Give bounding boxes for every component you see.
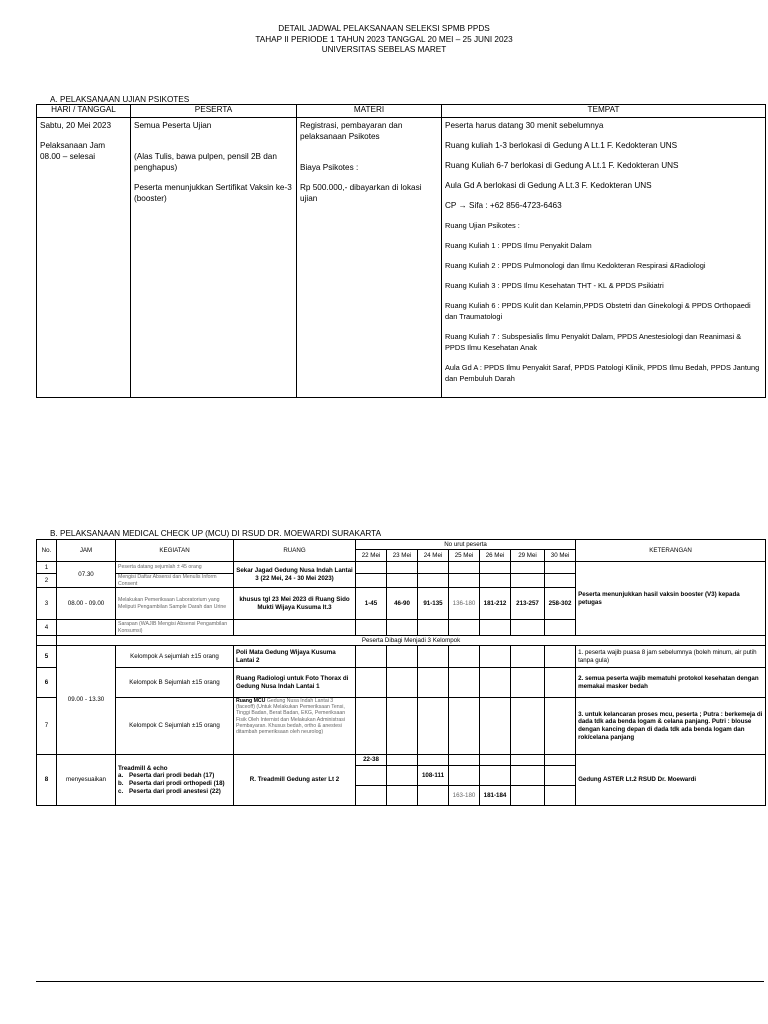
group-divider: Peserta Dibagi Menjadi 3 Kelompok <box>57 636 766 646</box>
row-jam: 07.30 <box>57 562 116 588</box>
col-date-23: 23 Mei <box>387 550 418 562</box>
row-keterangan: 3. untuk kelancaran proses mcu, peserta ; Putra : berkemeja di dada tdk ada benda logam & celana panjang. Putri : blouse dengan kancing depan di dada tdk ada benda logam dan rok/celana panjang <box>576 698 766 755</box>
psikotes-header-row <box>37 105 766 118</box>
section-b-title: B. PELAKSANAAN MEDICAL CHECK UP (MCU) DI RSUD DR. MOEWARDI SURAKARTA <box>50 529 382 538</box>
psikotes-table <box>36 104 766 398</box>
col-ruang: RUANG <box>234 540 356 562</box>
count-cell <box>356 766 387 786</box>
col-date-24: 24 Mei <box>418 550 449 562</box>
header-line-2: TAHAP II PERIODE 1 TAHUN 2023 TANGGAL 20 MEI – 25 JUNI 2023 <box>255 34 513 44</box>
count-cell <box>545 646 576 668</box>
count-26: 181-212 <box>480 588 511 620</box>
tempat-rk2: Ruang Kuliah 2 : PPDS Pulmonologi dan Ilmu Kedokteran Respirasi &Radiologi <box>445 261 706 270</box>
tempat-2: Ruang Kuliah 6-7 berlokasi di Gedung A Lt.1 F. Kedokteran UNS <box>445 161 679 170</box>
col-no: No. <box>37 540 57 562</box>
row-kegiatan: Melakukan Pemeriksaan Laboratorium yang Meliputi Pengambilan Sample Darah dan Urine <box>116 588 234 620</box>
header-line-1: DETAIL JADWAL PELAKSANAAN SELEKSI SPMB PPDS <box>278 24 490 33</box>
col-hari: HARI / TANGGAL <box>37 105 131 118</box>
count-cell <box>449 646 480 668</box>
count-cell <box>545 562 576 574</box>
count-cell <box>511 620 545 636</box>
count-cell <box>356 646 387 668</box>
row-kegiatan: Kelompok C Sejumlah ±15 orang <box>116 698 234 755</box>
item-text: Peserta dari prodi anestesi (22) <box>129 787 221 795</box>
row-ruang: Sekar Jagad Gedung Nusa Indah Lantai 3 (22 Mei, 24 - 30 Mei 2023) <box>234 562 356 588</box>
count-cell <box>545 698 576 755</box>
cell-peserta <box>131 118 297 398</box>
row-no: 4 <box>37 620 57 636</box>
row-no: 3 <box>37 588 57 620</box>
count-cell <box>387 562 418 574</box>
count-cell <box>480 620 511 636</box>
row-no: 5 <box>37 646 57 668</box>
count-cell <box>480 562 511 574</box>
count-cell <box>449 574 480 588</box>
count-cell <box>545 620 576 636</box>
count-cell <box>449 562 480 574</box>
count-cell <box>356 668 387 698</box>
col-date-29: 29 Mei <box>511 550 545 562</box>
table-row <box>37 698 766 755</box>
treadmill-item-b <box>118 780 231 788</box>
col-kegiatan: KEGIATAN <box>116 540 234 562</box>
item-text: Peserta dari prodi orthopedi (18) <box>129 780 225 787</box>
arrow-right-icon: → <box>458 201 467 210</box>
col-peserta: PESERTA <box>131 105 297 118</box>
count-cell <box>449 620 480 636</box>
count-cell <box>480 766 511 786</box>
count-cell <box>418 786 449 806</box>
row-jam: 08.00 - 09.00 <box>57 588 116 620</box>
count-cell <box>511 755 545 766</box>
count-cell <box>545 766 576 786</box>
count-cell <box>387 786 418 806</box>
row-kegiatan: Kelompok A sejumlah ±15 orang <box>116 646 234 668</box>
row-ruang: Ruang Radiologi untuk Foto Thorax di Gedung Nusa Indah Lantai 1 <box>234 668 356 698</box>
item-text: Peserta dari prodi bedah (17) <box>129 772 215 780</box>
count-cell <box>449 668 480 698</box>
count-cell <box>545 668 576 698</box>
ruang-mcu-detail: Gedung Nusa Indah Lantai 3 (faceoff) (Untuk Melakukan Pemeriksaan Tensi, Tinggi Badan, Berat Badan, EKG, Pemeriksaan Fisik Oleh Internist dan Melakukan Administrasi Pembayaran. Khusus bedah, ortho & anestesi ditambah pemeriksaan oleh neurolog) <box>236 698 346 736</box>
peserta-vaksin: Peserta menunjukkan Sertifikat Vaksin ke-3 (booster) <box>134 183 292 203</box>
row-ruang-empty <box>234 620 356 636</box>
materi-biaya: Rp 500.000,- dibayarkan di lokasi ujian <box>300 183 422 203</box>
count-cell <box>449 698 480 755</box>
row-kegiatan: Mengisi Daftar Absensi dan Menulis Inform Consent <box>116 574 234 588</box>
cell-hari <box>37 118 131 398</box>
cell-materi <box>297 118 442 398</box>
row-jam-empty <box>57 620 116 636</box>
count-cell <box>449 766 480 786</box>
tempat-aula: Aula Gd A : PPDS Ilmu Penyakit Saraf, PPDS Patologi Klinik, PPDS Ilmu Bedah, PPDS Jantung dan Pembuluh Darah <box>445 363 760 383</box>
count-25: 136-180 <box>449 588 480 620</box>
count-23: 46-90 <box>387 588 418 620</box>
ruang-mcu-label: Ruang MCU <box>236 698 266 704</box>
mcu-header-row-1 <box>37 540 766 550</box>
count-cell <box>511 562 545 574</box>
col-keterangan: KETERANGAN <box>576 540 766 562</box>
count-24: 91-135 <box>418 588 449 620</box>
tempat-ruang-ujian: Ruang Ujian Psikotes : <box>445 221 520 230</box>
count-cell <box>387 698 418 755</box>
count-cell <box>387 620 418 636</box>
item-label: a. <box>118 772 124 780</box>
peserta-semua: Semua Peserta Ujian <box>134 121 212 130</box>
tempat-cp <box>445 200 762 211</box>
row-kegiatan: Kelompok B Sejumlah ±15 orang <box>116 668 234 698</box>
col-date-25: 25 Mei <box>449 550 480 562</box>
count-cell <box>480 698 511 755</box>
row-kegiatan: Peserta datang sejumlah ± 45 orang <box>116 562 234 574</box>
peserta-alas-tulis: (Alas Tulis, bawa pulpen, pensil 2B dan penghapus) <box>134 152 277 172</box>
row-no: 7 <box>37 698 57 755</box>
row-jam: menyesuaikan <box>57 755 116 806</box>
count-cell <box>387 755 418 766</box>
row-no: 2 <box>37 574 57 588</box>
row-ruang: R. Treadmill Gedung aster Lt 2 <box>234 755 356 806</box>
count-cell <box>387 574 418 588</box>
count-cell <box>480 574 511 588</box>
psikotes-row <box>37 118 766 398</box>
count-cell <box>418 668 449 698</box>
row-kegiatan <box>116 755 234 806</box>
count-cell <box>511 668 545 698</box>
row-keterangan: 1. peserta wajib puasa 8 jam sebelumnya (boleh minum, air putih tanpa gula) <box>576 646 766 668</box>
count-cell <box>387 668 418 698</box>
count-cell <box>418 698 449 755</box>
row-keterangan: Gedung ASTER Lt.2 RSUD Dr. Moewardi <box>576 755 766 806</box>
col-no-urut: No urut peserta <box>356 540 576 550</box>
count-29: 213-257 <box>511 588 545 620</box>
table-row <box>37 755 766 766</box>
count-cell <box>449 755 480 766</box>
treadmill-item-c <box>118 788 231 796</box>
count-cell <box>418 646 449 668</box>
col-date-30: 30 Mei <box>545 550 576 562</box>
col-tempat: TEMPAT <box>442 105 766 118</box>
table-row <box>37 646 766 668</box>
cp-contact: Sifa : +62 856-4723-6463 <box>468 201 562 210</box>
col-jam: JAM <box>57 540 116 562</box>
col-materi: MATERI <box>297 105 442 118</box>
count-cell <box>545 755 576 766</box>
count-cell <box>387 766 418 786</box>
tempat-rk3: Ruang Kuliah 3 : PPDS Ilmu Kesehatan THT - KL & PPDS Psikiatri <box>445 281 664 290</box>
row-ruang: khusus tgl 23 Mei 2023 di Ruang Sido Mukti Wijaya Kusuma lt.3 <box>234 588 356 620</box>
section-a-title: A. PELAKSANAAN UJIAN PSIKOTES <box>50 95 190 104</box>
count-cell <box>511 786 545 806</box>
count-22: 22-38 <box>356 755 387 766</box>
materi-registrasi: Registrasi, pembayaran dan pelaksanaan Psikotes <box>300 121 403 141</box>
col-date-26: 26 Mei <box>480 550 511 562</box>
count-22: 1-45 <box>356 588 387 620</box>
row-keterangan: Peserta menunjukkan hasil vaksin booster (V3) kepada petugas <box>576 562 766 636</box>
count-30: 258-302 <box>545 588 576 620</box>
count-cell <box>356 620 387 636</box>
count-cell <box>387 646 418 668</box>
row-keterangan: 2. semua peserta wajib mematuhi protokol kesehatan dengan memakai masker bedah <box>576 668 766 698</box>
col-date-22: 22 Mei <box>356 550 387 562</box>
group-divider-row <box>37 636 766 646</box>
materi-biaya-label: Biaya Psikotes : <box>300 163 359 172</box>
count-cell <box>356 786 387 806</box>
row-no: 8 <box>37 755 57 806</box>
header-line-3: UNIVERSITAS SEBELAS MARET <box>321 45 447 54</box>
count-25: 163-180 <box>449 786 480 806</box>
count-cell <box>418 562 449 574</box>
count-cell <box>356 562 387 574</box>
item-label: b. <box>118 780 124 787</box>
row-ruang: Poli Mata Gedung Wijaya Kusuma Lantai 2 <box>234 646 356 668</box>
row-ruang <box>234 698 356 755</box>
table-row <box>37 562 766 574</box>
count-cell <box>418 620 449 636</box>
count-24: 108-111 <box>418 766 449 786</box>
tempat-3: Aula Gd A berlokasi di Gedung A Lt.3 F. Kedokteran UNS <box>445 181 652 190</box>
cell-tempat <box>442 118 766 398</box>
count-cell <box>356 574 387 588</box>
item-label: c. <box>118 787 124 795</box>
divider-cell <box>37 636 57 646</box>
pelaksanaan-jam: Pelaksanaan Jam 08.00 – selesai <box>40 141 106 161</box>
count-cell <box>418 755 449 766</box>
tempat-rk1: Ruang Kuliah 1 : PPDS Ilmu Penyakit Dalam <box>445 241 592 250</box>
count-cell <box>480 755 511 766</box>
tempat-rk6: Ruang Kuliah 6 : PPDS Kulit dan Kelamin,PPDS Obstetri dan Ginekologi & PPDS Orthopaedi dan Traumatologi <box>445 301 751 321</box>
count-cell <box>480 668 511 698</box>
count-cell <box>511 766 545 786</box>
treadmill-item-a <box>118 772 231 780</box>
count-cell <box>511 646 545 668</box>
row-jam: 09.00 - 13.30 <box>57 646 116 755</box>
row-no: 6 <box>37 668 57 698</box>
tempat-rk7: Ruang Kuliah 7 : Subspesialis Ilmu Penyakit Dalam, PPDS Anestesiologi dan Reanimasi & PPDS Ilmu Kesehatan Anak <box>445 332 742 352</box>
tempat-0: Peserta harus datang 30 menit sebelumnya <box>445 121 604 130</box>
count-cell <box>480 646 511 668</box>
count-cell <box>511 574 545 588</box>
treadmill-title: Treadmill & echo <box>118 764 168 772</box>
count-26: 181-184 <box>480 786 511 806</box>
tempat-1: Ruang kuliah 1-3 berlokasi di Gedung A Lt.1 F. Kedokteran UNS <box>445 141 678 150</box>
hari-tanggal: Sabtu, 20 Mei 2023 <box>40 121 112 130</box>
row-kegiatan: Sarapan (WAJIB Mengisi Absensi Pengambilan Konsumsi) <box>116 620 234 636</box>
count-cell <box>356 698 387 755</box>
row-no: 1 <box>37 562 57 574</box>
document-header <box>0 24 768 56</box>
footer-divider <box>36 981 764 982</box>
count-cell <box>511 698 545 755</box>
mcu-table <box>36 539 766 806</box>
count-cell <box>418 574 449 588</box>
cp-label: CP <box>445 201 457 210</box>
table-row <box>37 668 766 698</box>
count-cell <box>545 574 576 588</box>
count-cell <box>545 786 576 806</box>
